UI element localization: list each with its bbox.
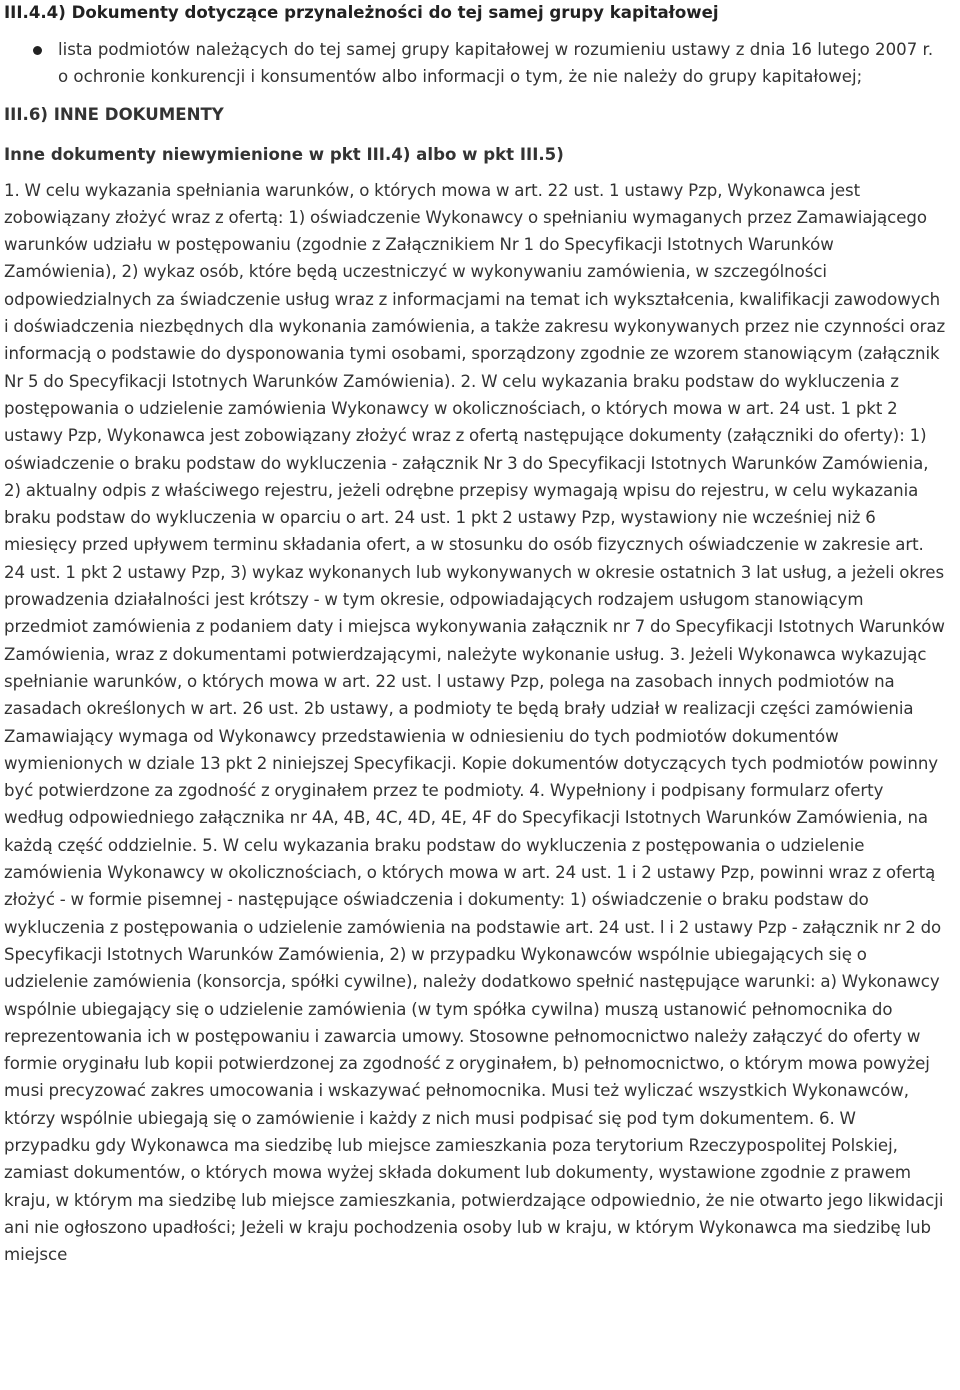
section-heading-iii-6: III.6) INNE DOKUMENTY [4, 104, 224, 124]
body-paragraph: 1. W celu wykazania spełniania warunków, o których mowa w art. 22 ust. 1 ustawy Pzp, Wykonawca jest zobowiązany złożyć wraz z ofertą: 1) oświadczenie Wykonawcy o spełnianiu wymaganych przez Zamawiającego warunków udziału w postępowaniu (zgodnie z Załącznikiem Nr 1 do Specyfikacji Istotnych Warunków Zamówienia), 2) wykaz osób, które będą uczestniczyć w wykonywaniu zamówienia, w szczególności odpowiedzialnych za świadczenie usług wraz z informacjami na temat ich wykształcenia, kwalifikacji zawodowych i doświadczenia niezbędnych dla wykonania zamówienia, a także zakresu wykonywanych przez nie czynności oraz informacją o podstawie do dysponowania tymi osobami, sporządzony zgodnie ze wzorem stanowiącym (załącznik Nr 5 do Specyfikacji Istotnych Warunków Zamówienia). 2. W celu wykazania braku podstaw do wykluczenia z postępowania o udzielenie zamówienia Wykonawcy w okolicznościach, o których mowa w art. 24 ust. 1 pkt 2 ustawy Pzp, Wykonawca jest zobowiązany złożyć wraz z ofertą następujące dokumenty (załączniki do oferty): 1) oświadczenie o braku podstaw do wykluczenia - załącznik Nr 3 do Specyfikacji Istotnych Warunków Zamówienia, 2) aktualny odpis z właściwego rejestru, jeżeli odrębne przepisy wymagają wpisu do rejestru, w celu wykazania braku podstaw do wykluczenia w oparciu o art. 24 ust. 1 pkt 2 ustawy Pzp, wystawiony nie wcześniej niż 6 miesięcy przed upływem terminu składania ofert, a w stosunku do osób fizycznych oświadczenie w zakresie art. 24 ust. 1 pkt 2 ustawy Pzp, 3) wykaz wykonanych lub wykonywanych w okresie ostatnich 3 lat usług, a jeżeli okres prowadzenia działalności jest krótszy - w tym okresie, odpowiadających rodzajem usługom stanowiącym przedmiot zamówienia z podaniem daty i miejsca wykonywania załącznik nr 7 do Specyfikacji Istotnych Warunków Zamówienia, wraz z dokumentami potwierdzającymi, należyte wykonanie usług. 3. Jeżeli Wykonawca wykazując spełnianie warunków, o których mowa w art. 22 ust. l ustawy Pzp, polega na zasobach innych podmiotów na zasadach określonych w art. 26 ust. 2b ustawy, a podmioty te będą brały udział w realizacji części zamówienia Zamawiający wymaga od Wykonawcy przedstawienia w odniesieniu do tych podmiotów dokumentów wymienionych w dziale 13 pkt 2 niniejszej Specyfikacji. Kopie dokumentów dotyczących tych podmiotów powinny być potwierdzone za zgodność z oryginałem przez te podmioty. 4. Wypełniony i podpisany formularz oferty według odpowiedniego załącznika nr 4A, 4B, 4C, 4D, 4E, 4F do Specyfikacji Istotnych Warunków Zamówienia, na każdą część oddzielnie. 5. W celu wykazania braku podstaw do wykluczenia z postępowania o udzielenie zamówienia Wykonawcy w okolicznościach, o których mowa w art. 24 ust. 1 i 2 ustawy Pzp, powinni wraz z ofertą złożyć - w formie pisemnej - następujące oświadczenia i dokumenty: 1) oświadczenie o braku podstaw do wykluczenia z postępowania o udzielenie zamówienia na podstawie art. 24 ust. l i 2 ustawy Pzp - załącznik nr 2 do Specyfikacji Istotnych Warunków Zamówienia, 2) w przypadku Wykonawców wspólnie ubiegających się o udzielenie zamówienia (konsorcja, spółki cywilne), należy dodatkowo spełnić następujące warunki: a) Wykonawcy wspólnie ubiegający się o udzielenie zamówienia (w tym spółka cywilna) muszą ustanowić pełnomocnika do reprezentowania ich w postępowaniu i zawarcia umowy. Stosowne pełnomocnictwo należy załączyć do oferty w formie oryginału lub kopii potwierdzonej za zgodność z oryginałem, b) pełnomocnictwo, o którym mowa powyżej musi precyzować zakres umocowania i wskazywać pełnomocnika. Musi też wyliczać wszystkich Wykonawców, którzy wspólnie ubiegają się o zamówienie i każdy z nich musi podpisać się pod tym dokumentem. 6. W przypadku gdy Wykonawca ma siedzibę lub miejsce zamieszkania poza terytorium Rzeczypospolitej Polskiej, zamiast dokumentów, o których mowa wyżej składa dokument lub dokumenty, wystawione zgodnie z prawem kraju, w którym ma siedzibę lub miejsce zamieszkania, potwierdzające odpowiednio, że nie otwarto jego likwidacji ani nie ogłoszono upadłości; Jeżeli w kraju pochodzenia osoby lub w kraju, w którym Wykonawca ma siedzibę lub miejsce [4, 180, 946, 1265]
section-heading-iii-4-4: III.4.4) Dokumenty dotyczące przynależności do tej samej grupy kapitałowej [4, 3, 719, 22]
bullet-list [4, 33, 946, 91]
list-item [58, 33, 946, 91]
bullet-icon [33, 46, 42, 55]
subheading-other-documents: Inne dokumenty niewymienione w pkt III.4) albo w pkt III.5) [4, 144, 564, 164]
list-item-text: lista podmiotów należących do tej samej grupy kapitałowej w rozumieniu ustawy z dnia 16 lutego 2007 r. o ochronie konkurencji i konsumentów albo informacji o tym, że nie należy do grupy kapitałowej; [58, 40, 934, 87]
